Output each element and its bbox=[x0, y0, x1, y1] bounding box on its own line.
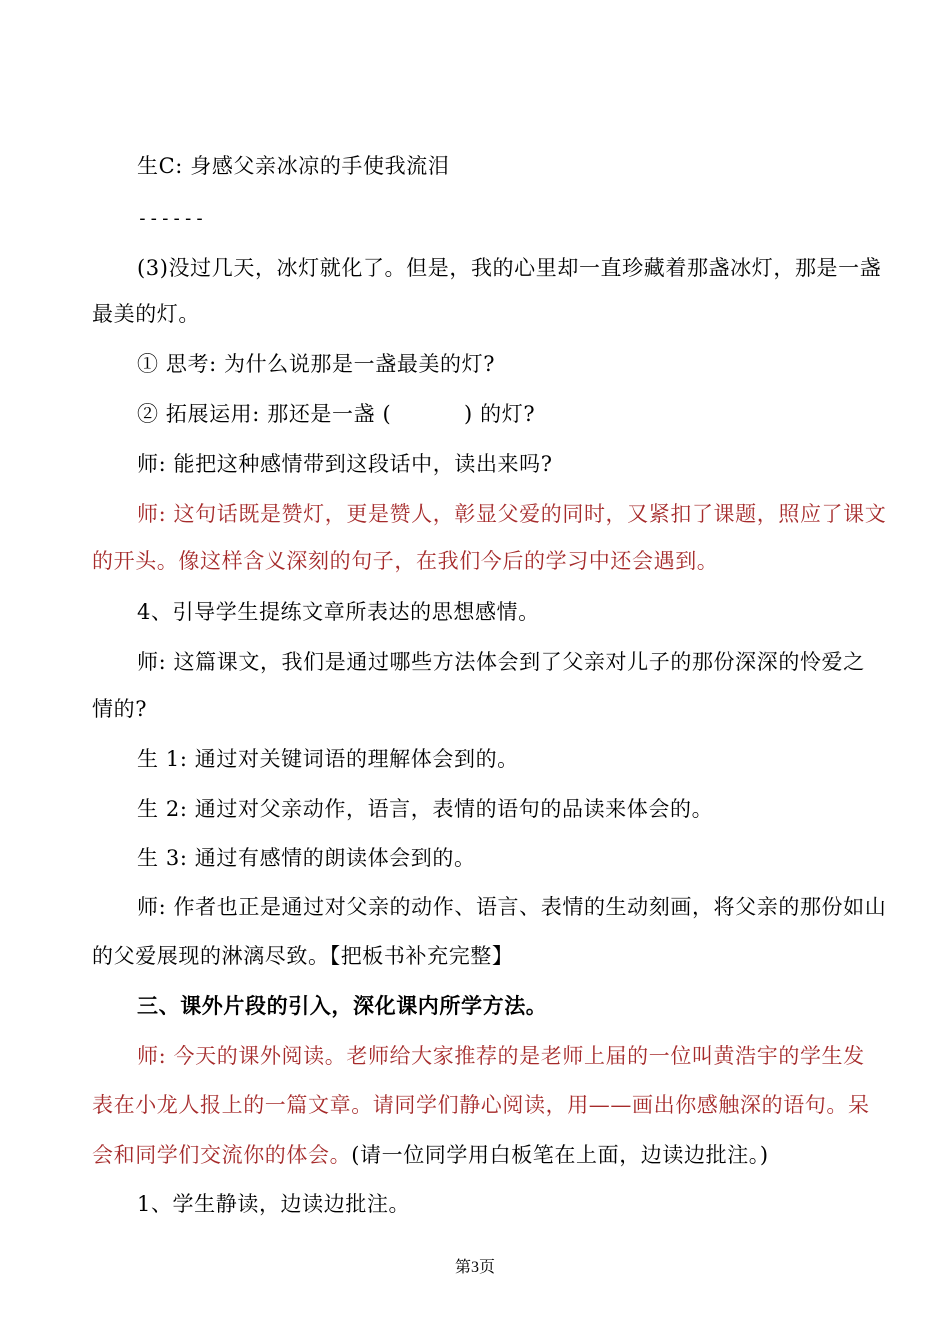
paragraph-3-line-1: (3)没过几天，冰灯就化了。但是，我的心里却一直珍藏着那盏冰灯，那是一盏 bbox=[137, 256, 882, 280]
teacher-prompt-read: 师: 能把这种感情带到这段话中，读出来吗? bbox=[137, 452, 553, 476]
student-1-answer: 生 1: 通过对关键词语的理解体会到的。 bbox=[137, 747, 519, 771]
paragraph-3-line-2: 最美的灯。 bbox=[92, 302, 200, 326]
teacher-reading-line-1: 师: 今天的课外阅读。老师给大家推荐的是老师上届的一位叫黄浩宇的学生发 bbox=[137, 1044, 865, 1068]
student-3-answer: 生 3: 通过有感情的朗读体会到的。 bbox=[137, 846, 476, 870]
extend-question: ② 拓展运用: 那还是一盏 ( ) 的灯? bbox=[137, 402, 536, 426]
teacher-reading-note: (请一位同学用白板笔在上面，边读边批注。) bbox=[351, 1143, 769, 1167]
teacher-comment-line-1: 师: 这句话既是赞灯，更是赞人，彰显父爱的同时，又紧扣了课题，照应了课文 bbox=[137, 502, 887, 526]
step-4-heading: 4、引导学生提练文章所表达的思想感情。 bbox=[137, 600, 540, 624]
page-number: 第3页 bbox=[454, 1259, 495, 1276]
think-question: ① 思考: 为什么说那是一盏最美的灯? bbox=[137, 352, 496, 376]
teacher-reading-line-3-red: 会和同学们交流你的体会。 bbox=[92, 1143, 352, 1167]
teacher-summary-line-1: 师: 作者也正是通过对父亲的动作、语言、表情的生动刻画，将父亲的那份如山 bbox=[137, 895, 887, 919]
teacher-question-line-2: 情的? bbox=[92, 697, 148, 721]
student-c-line: 生C: 身感父亲冰凉的手使我流泪 bbox=[137, 154, 450, 178]
teacher-reading-line-3 bbox=[92, 1140, 769, 1170]
teacher-summary-line-2: 的父爱展现的淋漓尽致。【把板书补充完整】 bbox=[92, 944, 514, 968]
step-1-line: 1、学生静读，边读边批注。 bbox=[137, 1192, 411, 1216]
teacher-comment-line-2: 的开头。像这样含义深刻的句子，在我们今后的学习中还会遇到。 bbox=[92, 549, 719, 573]
teacher-reading-line-2: 表在小龙人报上的一篇文章。请同学们静心阅读，用——画出你感触深的语句。呆 bbox=[92, 1093, 870, 1117]
dash-separator: ------ bbox=[137, 208, 206, 229]
teacher-question-line-1: 师: 这篇课文，我们是通过哪些方法体会到了父亲对儿子的那份深深的怜爱之 bbox=[137, 650, 865, 674]
section-3-heading: 三、课外片段的引入，深化课内所学方法。 bbox=[137, 993, 548, 1018]
student-2-answer: 生 2: 通过对父亲动作，语言，表情的语句的品读来体会的。 bbox=[137, 797, 714, 821]
